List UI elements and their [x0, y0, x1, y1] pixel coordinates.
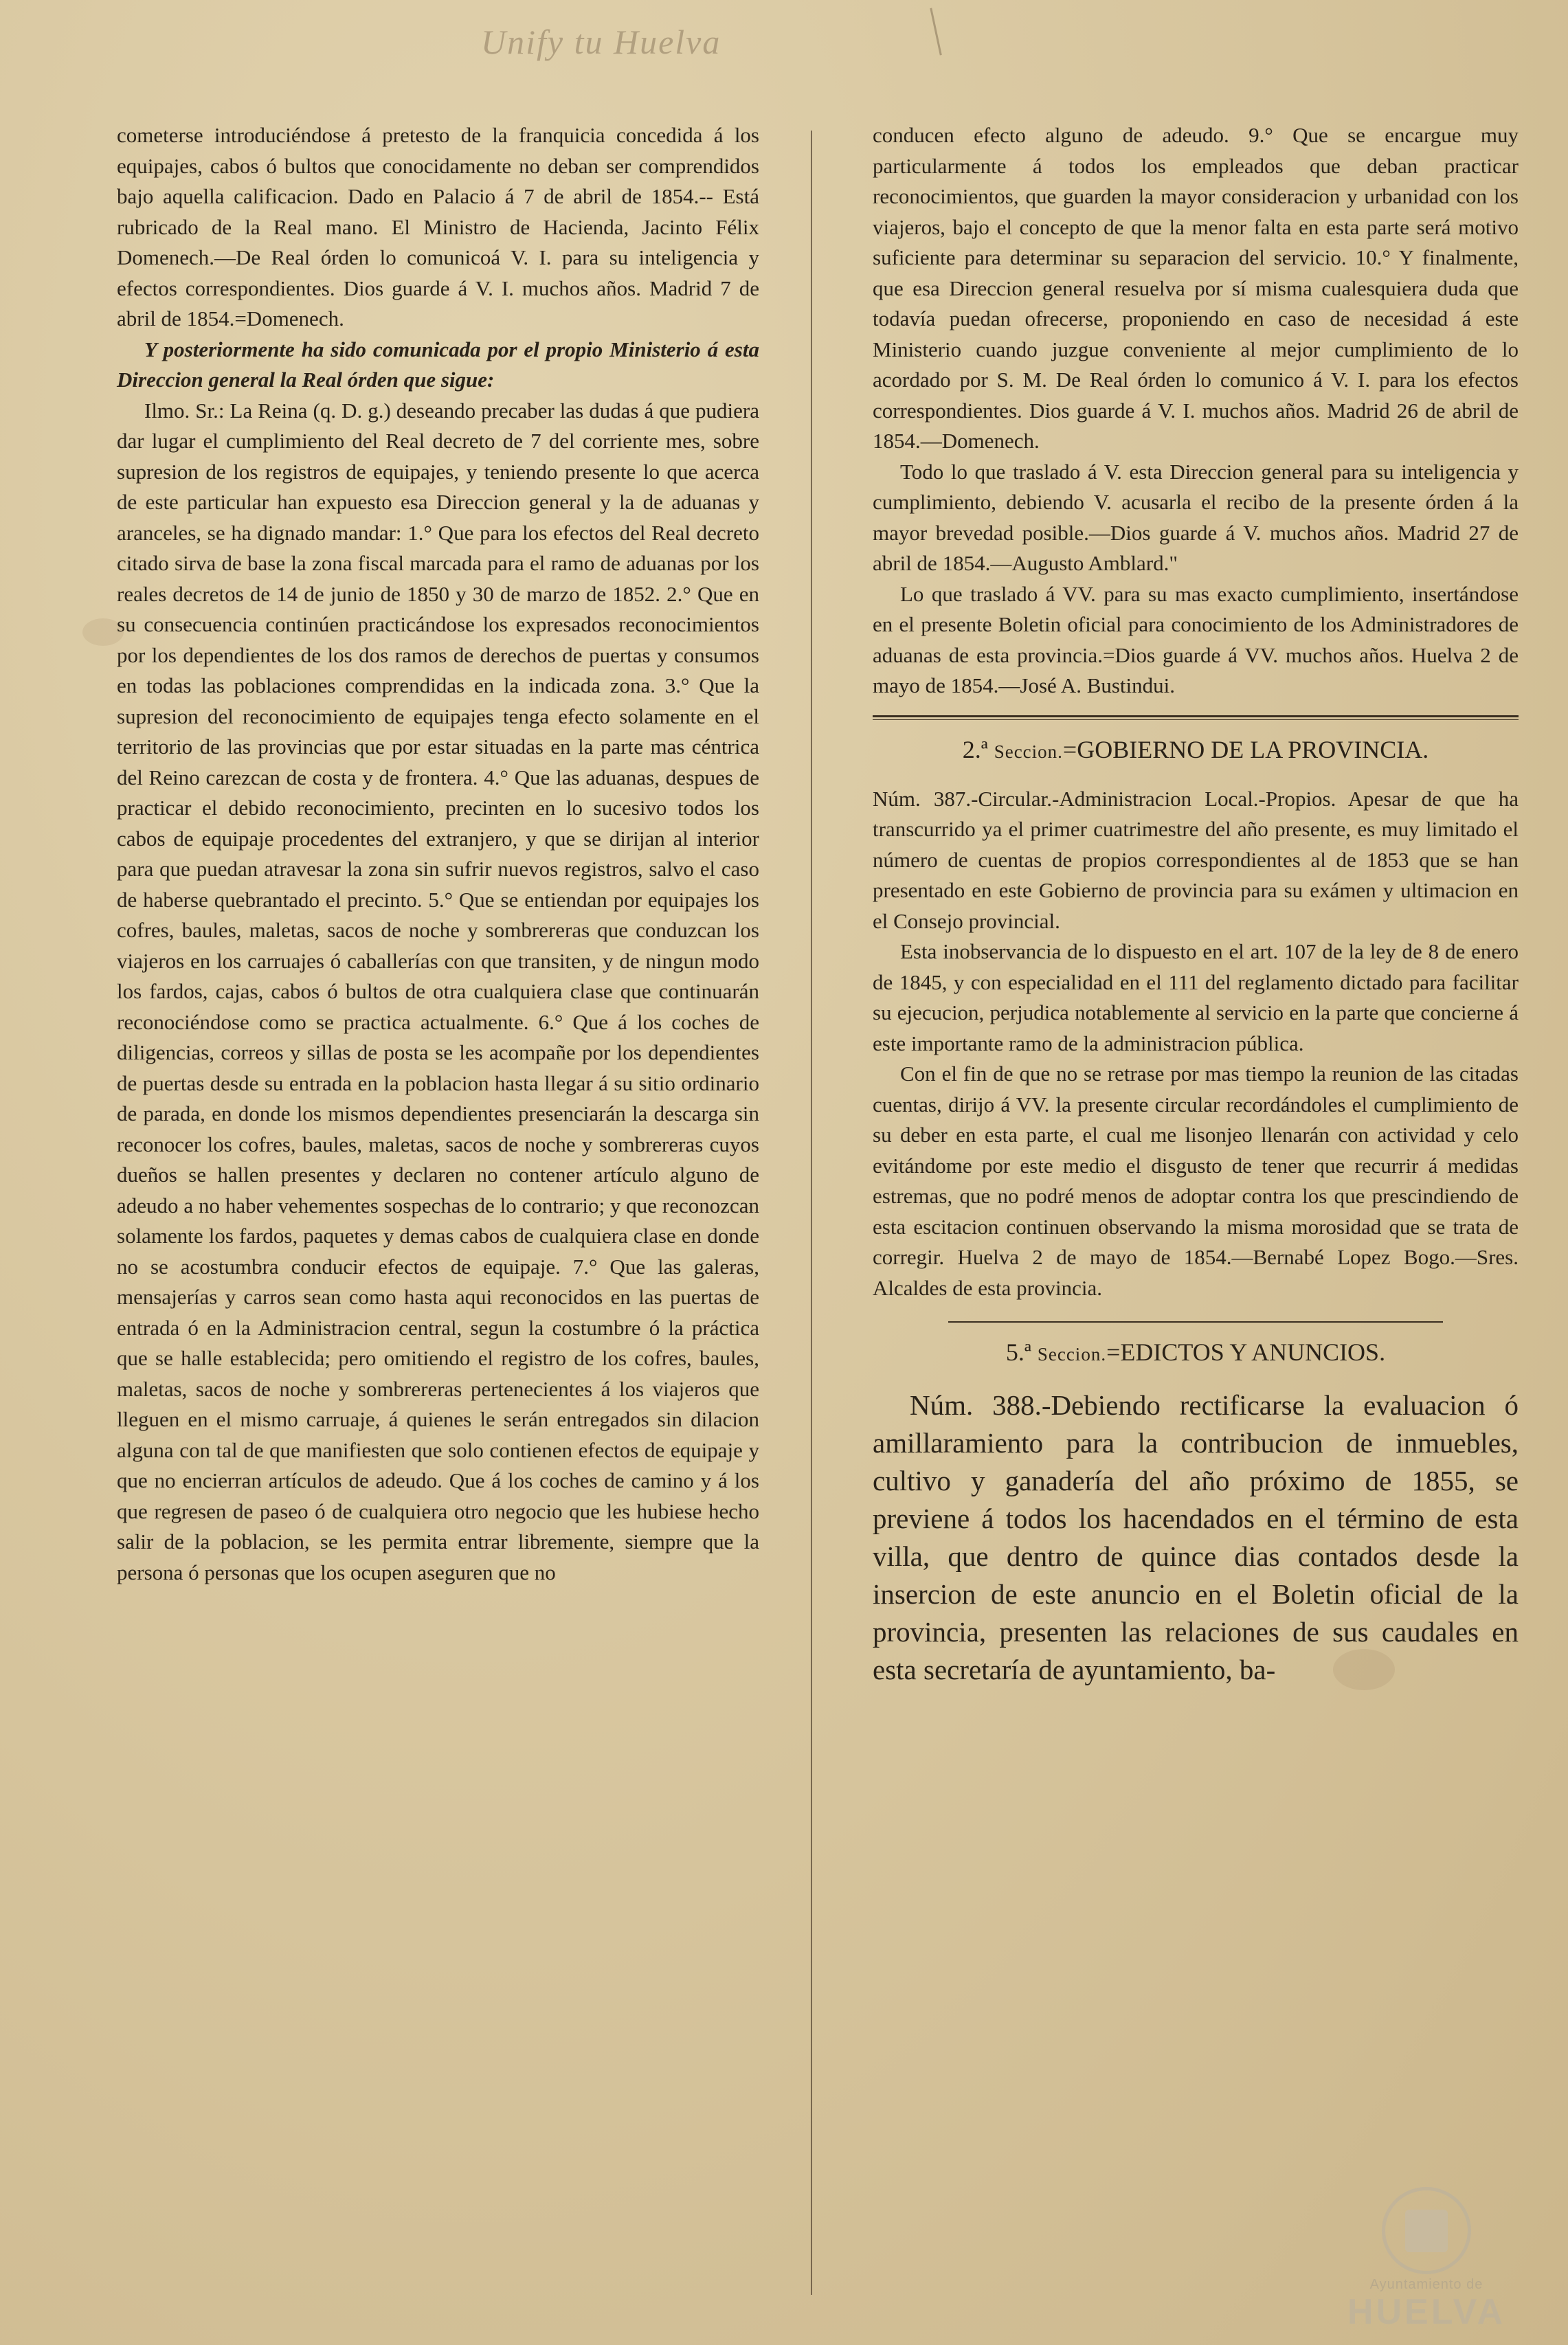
paragraph-real-orden: Ilmo. Sr.: La Reina (q. D. g.) deseando precaber las dudas á que pudiera dar lugar el cumplimiento del Real decreto de 7 del corriente mes, sobre supresion de los registros de equipajes, y teniendo presente lo que acerca de este particular han expuesto esa Direccion general y la de aduanas y aranceles, se ha dignado mandar: 1.° Que para los efectos del Real decreto citado sirva de base la zona fiscal marcada para el ramo de aduanas por los reales decretos de 14 de junio de 1850 y 30 de marzo de 1852. 2.° Que en su consecuencia continúen practicándose los expresados reconocimientos por los dependientes de los dos ramos de derechos de puertas y consumos en todas las poblaciones comprendidas en la indicada zona. 3.° Que la supresion del reconocimiento de equipajes tenga efecto solamente en el territorio de las provincias que por estar situadas en la parte mas céntrica del Reino carezcan de costa y de frontera. 4.° Que las aduanas, despues de practicar el debido reconocimiento, precinten en lo sucesivo todos los cabos de equipaje procedentes del extranjero, y que se dirijan al interior para que puedan atravesar la zona sin sufrir nuevos registros, salvo el caso de haberse quebrantado el precinto. 5.° Que se entiendan por equipajes los cofres, baules, maletas, sacos de noche y sombrereras que conduzcan los viajeros en los carruajes ó caballerías con que transiten, y de ningun modo los fardos, cajas, cabos ó bultos de otra cualquiera clase que continuarán reconociéndose como se practica actualmente. 6.° Que á los coches de diligencias, correos y sillas de posta se les acompañe por los dependientes de puertas desde su entrada en la poblacion hasta llegar á su sitio ordinario de parada, en donde los mismos dependientes presenciarán la descarga sin reconocer los cofres, baules, maletas, sacos de noche y sombrereras cuyos dueños se hallen presentes y declaren no contener artículo alguno de adeudo a no haber vehementes sospechas de lo contrario; y que reconozcan solamente los fardos, paquetes y demas cabos de cualquiera clase en donde no se acostumbra conducir efectos de equipaje. 7.° Que las galeras, mensajerías y carros sean como hasta aqui reconocidos en las puertas de entrada ó en la Administracion central, segun la costumbre ó la práctica que se halle establecida; pero omitiendo el registro de los cofres, baules, maletas, sacos de noche y sombrereras pertenecientes á los viajeros que lleguen en el mismo carruaje, á quienes le serán entregados sin dilacion alguna con tal de que manifiesten que solo contienen efectos de equipaje y que no encierran artículos de adeudo. Que á los coches de camino y á los que regresen de paseo ó de cualquiera otro negocio que les hubiese hecho salir de la poblacion, se les permita entrar libremente, siempre que la persona ó personas que los ocupen aseguren que no	[117, 398, 759, 1584]
section-rule	[873, 715, 1519, 720]
coat-of-arms-icon	[1382, 2187, 1471, 2274]
ink-mark	[930, 1, 974, 55]
left-column	[117, 120, 759, 1588]
paragraph-circular-387: Núm. 387.-Circular.-Administracion Local.-Propios. Apesar de que ha transcurrido ya el primer cuatrimestre del año presente, es muy limitado el número de cuentas de propios correspondientes al de 1853 que se han presentado en este Gobierno de provincia para su exámen y ultimacion en el Consejo provincial.	[873, 786, 1519, 933]
paragraph-decree-end: cometerse introduciéndose á pretesto de la franquicia concedida á los equipajes, cabos ó bultos que conocidamente no deban ser comprendidos bajo aquella calificacion. Dado en Palacio á 7 de abril de 1854.-- Está rubricado de la Real mano. El Ministro de Hacienda, Jacinto Félix Domenech.—De Real órden lo comunicoá V. I. para su inteligencia y efectos correspondientes. Dios guarde á V. I. muchos años. Madrid 7 de abril de 1854.=Domenech.	[117, 123, 759, 330]
section-2-number: 2.ª	[962, 735, 988, 763]
paragraph-traslado-vv: Lo que traslado á VV. para su mas exacto cumplimiento, insertándose en el presente Boletin oficial para conocimiento de los Administradores de aduanas de esta provincia.=Dios guarde á VV. muchos años. Huelva 2 de mayo de 1854.—José A. Bustindui.	[873, 581, 1519, 697]
section-5-title: =EDICTOS Y ANUNCIOS.	[1106, 1338, 1386, 1366]
section-2-heading	[873, 732, 1519, 769]
section-5-heading	[873, 1335, 1519, 1371]
column-divider	[811, 131, 812, 2295]
edictos-block	[873, 1387, 1519, 1689]
paragraph-inobservancia: Esta inobservancia de lo dispuesto en el art. 107 de la ley de 8 de enero de 1845, y con especialidad en el 111 del reglamento dictado para facilitar su ejecucion, perjudica notablemente al servicio en la parte que concierne á este importante ramo de la administracion pública.	[873, 939, 1519, 1055]
watermark-subtitle: Ayuntamiento de	[1369, 2277, 1483, 2292]
intro-italic: Y posteriormente ha sido comunicada por el propio Ministerio á esta Direccion general la Real órden que sigue:	[117, 337, 759, 392]
watermark-name: HUELVA	[1347, 2292, 1506, 2332]
section-2-title: =GOBIERNO DE LA PROVINCIA.	[1062, 735, 1429, 763]
paragraph-con-el-fin: Con el fin de que no se retrase por mas tiempo la reunion de las citadas cuentas, dirijo á VV. la presente circular recordándoles el cumplimiento de su deber en esta parte, el cual me lisonjeo llenarán con actividad y celo evitándome por este medio el disgusto de tener que recurrir á medidas estremas, que no podré menos de adoptar contra los que prescindiendo de esta escitacion continuen observando la misma morosidad que se trata de corregir. Huelva 2 de mayo de 1854.—Bernabé Lopez Bogo.—Sres. Alcaldes de esta provincia.	[873, 1062, 1519, 1300]
section-5-number: 5.ª	[1005, 1338, 1031, 1366]
paragraph-anuncio-388: Núm. 388.-Debiendo rectificarse la evaluacion ó amillaramiento para la contribucion de inmuebles, cultivo y ganadería del año próximo de 1855, se previene á todos los hacendados en el término de esta villa, que dentro de quince dias contados desde la insercion de este anuncio en el Boletin oficial de la provincia, presenten las relaciones de sus caudales en esta secretaría de ayuntamiento, ba-	[873, 1389, 1519, 1685]
archive-watermark	[1317, 2187, 1536, 2331]
paragraph-continuation: conducen efecto alguno de adeudo. 9.° Que se encargue muy particularmente á todos los empleados que deban practicar reconocimientos, que guarden la mayor consideracion y urbanidad con los viajeros, bajo el concepto de que la menor falta en esta parte será motivo suficiente para determinar su separacion del servicio. 10.° Y finalmente, que esa Direccion general resuelva por sí misma cualesquiera duda que todavía puedan ofrecerse, proponiendo en caso de necesidad á este Ministerio cuando juzgue conveniente al mejor cumplimiento de lo acordado por S. M. De Real órden lo comunico á V. I. para los efectos correspondientes. Dios guarde á V. I. muchos años. Madrid 26 de abril de 1854.—Domenech.	[873, 123, 1519, 453]
section-2-label: Seccion.	[994, 741, 1063, 762]
paragraph-traslado-direccion: Todo lo que traslado á V. esta Direccion general para su inteligencia y cumplimiento, debiendo V. acusarla el recibo de la presente órden á la mayor brevedad posible.—Dios guarde á V. muchos años. Madrid 27 de abril de 1854.—Augusto Amblard."	[873, 459, 1519, 575]
ink-stamp-header: Unify tu Huelva	[481, 23, 721, 61]
section-5-label: Seccion.	[1037, 1344, 1107, 1365]
right-column	[873, 120, 1519, 1689]
section-rule-short	[948, 1321, 1443, 1323]
